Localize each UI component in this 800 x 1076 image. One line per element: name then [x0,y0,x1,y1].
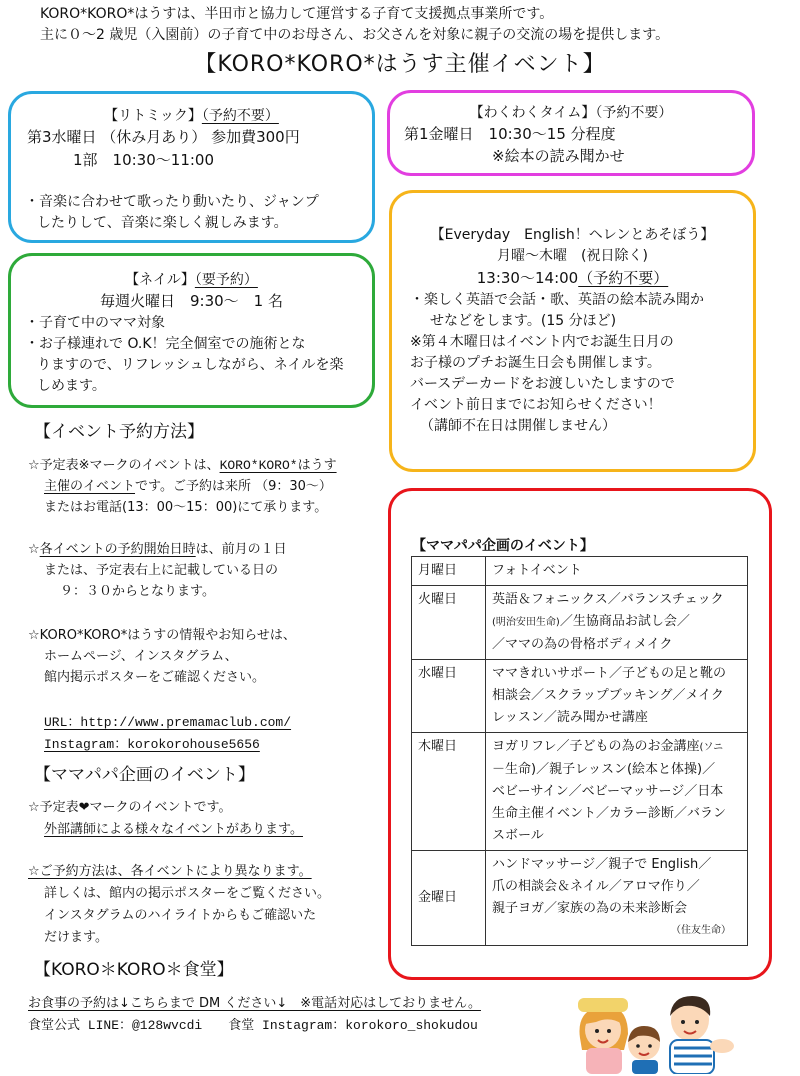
table-event-note: (明治安田生命) [492,617,560,628]
table-row [412,557,748,586]
child-figure [628,1026,660,1074]
shokudou-line-2: 食堂公式 LINE：@128wvcdi 食堂 Instagram：korokoro_shokudou [28,1018,478,1033]
family-illustration [572,990,742,1074]
english-desc-2: せなどをします。(15 分ほど) [430,313,617,329]
table-event-line: 爪の相談会＆ネイル／アロマ作り／ [492,879,700,894]
english-time-note: （予約不要） [578,269,669,287]
rhythmic-desc-1: ・音楽に合わせて歌ったり動いたり、ジャンプ [25,194,319,210]
mamapapa-table-title: 【ママパパ企画のイベント】 [412,538,594,554]
nail-title-text: 【ネイル】 [125,272,195,288]
table-day-cell: 木曜日 [412,733,486,851]
table-event-line: ベビーサイン／ベビーマッサージ／日本 [492,784,724,799]
main-title: 【KORO*KORO*はうす主催イベント】 [194,52,606,77]
table-events-cell [486,733,748,851]
english-time-row [392,268,753,288]
reservation-p2-line3: ９：３０からとなります。 [60,584,215,599]
reservation-p1-d: です。ご予約は来所 （9：30～） [135,479,332,494]
mother-figure [578,998,628,1074]
reservation-p1-line2 [44,477,332,496]
nail-desc-4: しめます。 [37,378,106,394]
english-desc-1: ・楽しく英語で会話・歌、英語の絵本読み聞か [410,292,704,308]
reservation-p1-line1 [28,456,337,475]
mamapapa-p2-line3: インスタグラムのハイライトからもご確認いた [44,908,317,923]
mamapapa-p2-line2: 詳しくは、館内の掲示ポスターをご覧ください。 [44,886,331,901]
reservation-p3-line3: 館内掲示ポスターをご確認ください。 [44,670,266,685]
table-event-text: ／生協商品お試し会／ [559,614,690,629]
table-day-cell: 月曜日 [412,557,486,586]
reservation-p1-c: 主催のイベント [44,479,136,494]
english-desc-3: ※第４木曜日はイベント内でお誕生日月の [410,334,674,350]
table-event-line: 英語＆フォニックス／バランスチェック [492,592,724,607]
mamapapa-table [411,556,748,946]
mamapapa-p2-line4: だけます。 [44,930,108,945]
nail-title-note: （要予約） [194,272,258,288]
table-event-line: ハンドマッサージ／親子で English／ [492,857,712,872]
reservation-p2-c: は、前月の１日 [195,542,287,557]
english-time: 13:30～14:00 [476,269,579,287]
table-event-line: ／ママの為の骨格ボディメイク [492,637,673,652]
nail-schedule: 毎週火曜日 9:30～ 1 名 [100,292,283,310]
table-event-line: 親子ヨガ／家族の為の未来診断会 [492,901,688,916]
intro-line-1: KORO*KORO*はうすは、半田市と協力して運営する子育て支援拠点事業所です。 [40,6,554,22]
shokudou-line-1: お食事の予約は↓こちらまで DM ください↓ ※電話対応はしておりません。 [28,996,481,1011]
wakuwaku-title: 【わくわくタイム】（予約不要） [469,105,673,121]
reservation-p2-b: 各イベントの予約開始日時 [39,542,196,557]
rhythmic-desc-2: したりして、音楽に楽しく親しみます。 [37,215,288,231]
wakuwaku-note: ※絵本の読み聞かせ [492,147,625,165]
table-row [412,851,748,946]
table-event-line: 生命主催イベント／カラー診断／バラン [492,806,727,821]
father-figure [670,996,734,1074]
table-events-cell [486,586,748,660]
table-events-cell [486,557,748,586]
rhythmic-schedule: 第3水曜日 （休み月あり） 参加費300円 [27,128,300,146]
reservation-p3-line1: ☆KORO*KORO*はうすの情報やお知らせは、 [28,628,296,643]
intro-line-2: 主に０～2 歳児（入園前）の子育て中のお母さん、お父さんを対象に親子の交流の場を提供します。 [40,27,670,43]
instagram-link[interactable]: Instagram：korokorohouse5656 [44,737,260,752]
english-desc-7: （講師不在日は開催しません） [420,418,616,434]
reservation-p1-b: KORO*KORO*はうす [219,458,337,473]
rhythmic-title [11,106,372,126]
table-events-cell [486,660,748,733]
english-desc-4: お子様のプチお誕生日会も開催します。 [410,355,661,371]
homepage-url-link[interactable]: URL：http://www.premamaclub.com/ [44,715,292,730]
reservation-p2-a: ☆ [28,542,40,557]
table-event-line: －生命)／親子レッスン(絵本と体操)／ [492,762,716,777]
rhythmic-time: 1部 10:30～11:00 [73,151,214,169]
table-day-cell: 火曜日 [412,586,486,660]
mamapapa-p1-line1: ☆予定表❤マークのイベントです。 [28,800,232,815]
table-event-line: ママきれいサポート／子どもの足と靴の [492,666,727,681]
shokudou-heading: 【KORO＊KORO＊食堂】 [34,960,234,980]
rhythmic-box [8,91,375,243]
table-event-note: (ソニ [699,742,724,753]
reservation-p1-line3: またはお電話(13：00～15：00)にて承ります。 [44,500,328,515]
reservation-heading: 【イベント予約方法】 [34,422,204,442]
table-row [412,733,748,851]
table-day-cell: 金曜日 [412,851,486,946]
wakuwaku-schedule: 第1金曜日 10:30～15 分程度 [404,125,616,143]
table-events-cell [486,851,748,946]
english-box [389,190,756,472]
rhythmic-title-note: （予約不要） [201,108,279,124]
table-event-line [492,736,741,759]
table-event-line: スボール [492,828,544,843]
reservation-p2-line1 [28,540,287,559]
reservation-p1-a: ☆予定表※マークのイベントは、 [28,458,220,473]
table-event-line: フォトイベント [492,563,582,578]
mamapapa-p1-line2: 外部講師による様々なイベントがあります。 [44,822,303,837]
reservation-p3-line2: ホームページ、インスタグラム、 [44,649,238,664]
english-title: 【Everyday English！ヘレンとあそぼう】 [430,227,715,243]
nail-desc-3: りますので、リフレッシュしながら、ネイルを楽 [37,357,344,373]
mamapapa-p2-line1: ☆ご予約方法は、各イベントにより異なります。 [28,864,312,879]
english-days: 月曜～木曜 (祝日除く) [497,248,648,264]
english-desc-6: イベント前日までにお知らせください！ [410,397,662,413]
nail-desc-2: ・お子様連れで O.K！完全個室での施術とな [25,336,306,352]
nail-box [8,253,375,408]
table-event-line [492,611,741,634]
nail-title [11,270,372,290]
table-day-cell: 水曜日 [412,660,486,733]
table-row [412,660,748,733]
table-event-text: ヨガリフレ／子どもの為のお金講座 [492,739,700,754]
mamapapa-heading: 【ママパパ企画のイベント】 [34,765,255,785]
table-row [412,586,748,660]
table-event-line: 相談会／スクラップブッキング／メイク [492,688,724,703]
nail-desc-1: ・子育て中のママ対象 [25,315,165,331]
table-event-note: （住友生命） [671,925,731,936]
english-desc-5: バースデーカードをお渡しいたしますので [410,376,675,392]
wakuwaku-box [387,90,755,176]
rhythmic-title-text: 【リトミック】 [104,108,202,124]
table-event-line: レッスン／読み聞かせ講座 [492,710,648,725]
reservation-p2-line2: または、予定表右上に記載している日の [44,563,279,578]
